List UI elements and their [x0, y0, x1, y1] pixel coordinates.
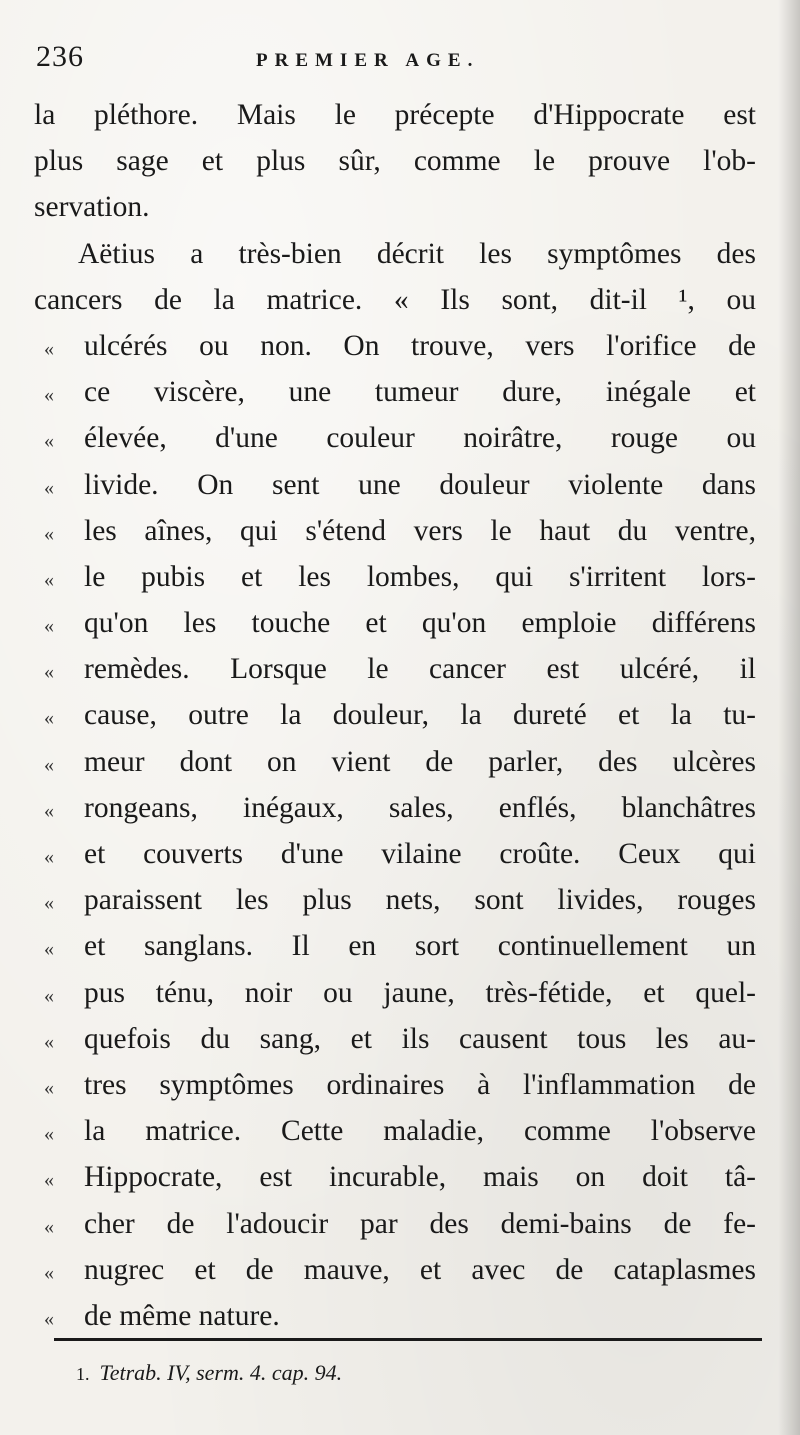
body-text [34, 92, 756, 1339]
quoted-line [34, 1293, 756, 1339]
quoted-line [34, 1201, 756, 1247]
quoted-line [34, 554, 756, 600]
text-line: servation. [34, 191, 150, 224]
quoted-line-text: de même nature. [84, 1299, 280, 1332]
quoted-line [34, 600, 756, 646]
footnote-number: 1. [76, 1364, 90, 1384]
quoted-line [34, 415, 756, 461]
quote-mark: « [44, 1076, 54, 1099]
footnote [76, 1360, 342, 1386]
quote-mark: « [44, 753, 54, 776]
quoted-line-text: ce viscère, une tumeur dure, inégale et [84, 376, 756, 409]
quoted-line-text: livide. On sent une douleur violente dans [84, 468, 756, 501]
quoted-line [34, 923, 756, 969]
quoted-line-text: remèdes. Lorsque le cancer est ulcéré, il [84, 653, 756, 686]
quoted-line-text: Hippocrate, est incurable, mais on doit tâ- [84, 1161, 756, 1194]
quoted-line-text: rongeans, inégaux, sales, enflés, blanchâtres [84, 791, 756, 824]
quoted-line-text: paraissent les plus nets, sont livides, rouges [84, 884, 756, 917]
quoted-line [34, 739, 756, 785]
quoted-line-text: cause, outre la douleur, la dureté et la tu- [84, 699, 756, 732]
quote-mark: « [44, 568, 54, 591]
footnote-text: Tetrab. IV, serm. 4. cap. 94. [99, 1360, 343, 1385]
quoted-line-text: le pubis et les lombes, qui s'irritent lors- [84, 560, 756, 593]
page-number: 236 [36, 40, 84, 73]
quote-mark: « [44, 984, 54, 1007]
quote-mark: « [44, 1215, 54, 1238]
quoted-line [34, 369, 756, 415]
quoted-line-text: meur dont on vient de parler, des ulcères [84, 745, 756, 778]
text-line: la pléthore. Mais le précepte d'Hippocrate est [34, 99, 756, 131]
quote-mark: « [44, 707, 54, 730]
quoted-line-text: élevée, d'une couleur noirâtre, rouge ou [84, 422, 756, 455]
quoted-line [34, 646, 756, 692]
page-header [36, 40, 776, 90]
quoted-line [34, 785, 756, 831]
paragraph-start-line: Aëtius a très-bien décrit les symptômes des [78, 237, 756, 270]
quoted-line [34, 877, 756, 923]
text-line: cancers de la matrice. « Ils sont, dit-il ¹, ou [34, 283, 756, 316]
quoted-line [34, 1062, 756, 1108]
quoted-line-text: quefois du sang, et ils causent tous les au- [84, 1022, 756, 1055]
quote-mark: « [44, 430, 54, 453]
quoted-line-text: tres symptômes ordinaires à l'inflammation de [84, 1068, 756, 1101]
quote-mark: « [44, 661, 54, 684]
quoted-line [34, 1247, 756, 1293]
quoted-line-text: et couverts d'une vilaine croûte. Ceux qui [84, 838, 756, 870]
quoted-line-text: pus ténu, noir ou jaune, très-fétide, et quel- [84, 976, 756, 1009]
quoted-line [34, 831, 756, 877]
quote-mark: « [44, 337, 54, 360]
quoted-line-text: la matrice. Cette maladie, comme l'observe [84, 1115, 756, 1148]
quote-mark: « [44, 522, 54, 545]
quote-mark: « [44, 615, 54, 638]
quote-mark: « [44, 1307, 54, 1330]
quoted-line-text: nugrec et de mauve, et avec de cataplasmes [84, 1253, 756, 1286]
quoted-line [34, 1016, 756, 1062]
quoted-line [34, 1154, 756, 1200]
quoted-line [34, 462, 756, 508]
quoted-line-text: ulcérés ou non. On trouve, vers l'orifice de [84, 329, 756, 362]
quote-mark: « [44, 1030, 54, 1053]
quoted-line-text: qu'on les touche et qu'on emploie différens [84, 607, 756, 640]
quote-mark: « [44, 476, 54, 499]
quote-mark: « [44, 938, 54, 961]
quoted-line [34, 508, 756, 554]
quote-mark: « [44, 846, 54, 868]
quote-mark: « [44, 799, 54, 822]
quoted-line [34, 692, 756, 738]
quote-mark: « [44, 1261, 54, 1284]
quote-mark: « [44, 384, 54, 407]
text-line: plus sage et plus sûr, comme le prouve l'ob- [34, 145, 756, 178]
footnote-rule [54, 1338, 762, 1341]
quoted-line-text: et sanglans. Il en sort continuellement un [84, 930, 756, 963]
quoted-line-text: cher de l'adoucir par des demi-bains de fe- [84, 1207, 756, 1240]
quoted-line-text: les aînes, qui s'étend vers le haut du ventre, [84, 514, 756, 547]
running-head: PREMIER AGE. [256, 50, 480, 71]
quote-mark: « [44, 1123, 54, 1146]
quote-mark: « [44, 1169, 54, 1192]
quoted-line [34, 323, 756, 369]
quoted-line [34, 970, 756, 1016]
page-edge-shadow [778, 0, 800, 1435]
quote-mark: « [44, 892, 54, 915]
quoted-line [34, 1108, 756, 1154]
